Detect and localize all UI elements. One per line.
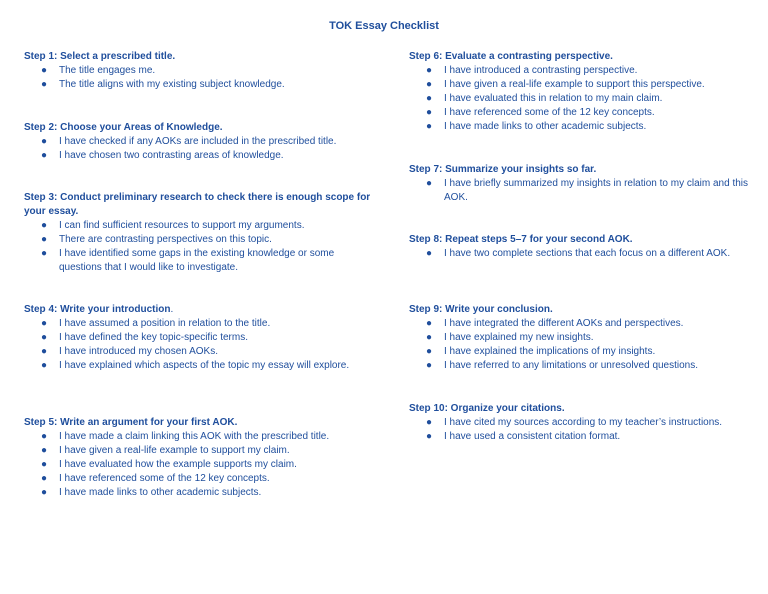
checklist-item-text: I have checked if any AOKs are included in the prescribed title. [59,136,337,147]
bullet-icon: ● [426,65,433,76]
checklist [24,64,376,92]
checklist-item-text: The title engages me. [59,65,156,76]
checklist-item [24,458,376,472]
bullet-icon: ● [426,332,433,343]
checklist-item [24,219,376,233]
checklist-item [409,106,754,120]
bullet-icon: ● [426,79,433,90]
step-heading-text: Step 5: Write an argument for your first AOK. [24,417,238,428]
checklist-item [409,416,754,430]
document-title: TOK Essay Checklist [329,20,439,32]
step-heading-text: Step 1: Select a prescribed title. [24,51,176,62]
step-4 [24,303,376,373]
checklist-item-text: I have made links to other academic subjects. [59,487,262,498]
checklist [24,430,376,500]
checklist-item-text: I have explained the implications of my insights. [444,346,656,357]
checklist-item-text: I have chosen two contrasting areas of knowledge. [59,150,284,161]
step-heading-text: Step 2: Choose your Areas of Knowledge. [24,122,223,133]
bullet-icon: ● [41,150,48,161]
checklist [409,247,754,261]
checklist-item-text: I have evaluated how the example supports my claim. [59,459,297,470]
checklist-item [409,64,754,78]
bullet-icon: ● [41,473,48,484]
checklist-item [24,135,376,149]
step-heading [24,303,376,317]
checklist-item [24,247,376,275]
checklist [409,64,754,134]
checklist-item [24,149,376,163]
checklist-item-text: I have integrated the different AOKs and perspectives. [444,318,684,329]
bullet-icon: ● [41,318,48,329]
checklist [24,317,376,373]
bullet-icon: ● [41,459,48,470]
step-heading-text: Step 9: Write your conclusion. [409,304,553,315]
checklist-item [24,486,376,500]
step-heading [24,121,376,135]
step-heading [409,303,754,317]
checklist-item-text: I have referenced some of the 12 key concepts. [59,473,270,484]
checklist-item-text: I can find sufficient resources to support my arguments. [59,220,305,231]
bullet-icon: ● [41,332,48,343]
step-7 [409,163,754,205]
bullet-icon: ● [41,65,48,76]
bullet-icon: ● [426,318,433,329]
checklist-item [24,430,376,444]
checklist-item [24,331,376,345]
checklist-item [24,233,376,247]
checklist-item-text: I have used a consistent citation format. [444,431,621,442]
checklist-item [409,120,754,134]
checklist-item-text: There are contrasting perspectives on this topic. [59,234,272,245]
checklist-item [24,472,376,486]
checklist-item [409,331,754,345]
checklist-item-text: I have defined the key topic-specific terms. [59,332,248,343]
step-heading-text: Step 4: Write your introduction [24,304,171,315]
checklist-item-text: I have evaluated this in relation to my main claim. [444,93,663,104]
bullet-icon: ● [41,79,48,90]
bullet-icon: ● [41,234,48,245]
checklist-item [409,92,754,106]
step-10 [409,402,754,444]
step-heading [24,416,376,430]
step-2 [24,121,376,163]
bullet-icon: ● [426,360,433,371]
checklist-item [24,359,376,373]
step-heading [409,50,754,64]
checklist-item [409,177,754,205]
step-heading-suffix: . [170,304,174,315]
checklist [24,219,376,275]
bullet-icon: ● [426,346,433,357]
step-heading-text: Step 8: Repeat steps 5–7 for your second AOK. [409,234,633,245]
step-heading [409,163,754,177]
step-6 [409,50,754,134]
bullet-icon: ● [41,360,48,371]
checklist [409,177,754,205]
checklist [409,416,754,444]
step-heading-text: Step 3: Conduct preliminary research to check there is enough scope for your essay. [24,192,371,217]
checklist-item-text: I have explained which aspects of the topic my essay will explore. [59,360,350,371]
checklist-item-text: I have identified some gaps in the existing knowledge or some questions that I would like to investigate. [59,248,335,273]
bullet-icon: ● [41,487,48,498]
bullet-icon: ● [41,220,48,231]
bullet-icon: ● [426,121,433,132]
bullet-icon: ● [426,431,433,442]
checklist-item-text: I have referenced some of the 12 key concepts. [444,107,655,118]
checklist-item [24,444,376,458]
checklist-item [409,345,754,359]
checklist-item-text: I have assumed a position in relation to the title. [59,318,271,329]
checklist-item-text: I have cited my sources according to my teacher’s instructions. [444,417,723,428]
bullet-icon: ● [41,431,48,442]
bullet-icon: ● [426,248,433,259]
checklist-item-text: I have two complete sections that each focus on a different AOK. [444,248,731,259]
checklist-item-text: I have explained my new insights. [444,332,594,343]
step-8 [409,233,754,261]
checklist-item-text: I have briefly summarized my insights in relation to my claim and this AOK. [444,178,749,203]
checklist-item [409,430,754,444]
checklist-item-text: I have referred to any limitations or unresolved questions. [444,360,699,371]
checklist-item [24,317,376,331]
step-heading-text: Step 7: Summarize your insights so far. [409,164,597,175]
checklist-item [409,317,754,331]
bullet-icon: ● [426,107,433,118]
step-heading [409,233,754,247]
step-3 [24,191,376,275]
step-5 [24,416,376,500]
checklist [409,317,754,373]
checklist-item-text: I have made a claim linking this AOK with the prescribed title. [59,431,330,442]
bullet-icon: ● [41,346,48,357]
step-heading [24,191,376,219]
checklist-item [24,78,376,92]
bullet-icon: ● [426,93,433,104]
checklist-item [409,247,754,261]
step-1 [24,50,376,92]
bullet-icon: ● [41,445,48,456]
step-heading [24,50,376,64]
checklist-item [409,359,754,373]
checklist-item [24,345,376,359]
bullet-icon: ● [41,248,48,259]
bullet-icon: ● [426,178,433,189]
step-heading-text: Step 10: Organize your citations. [409,403,565,414]
checklist-item [409,78,754,92]
checklist-item-text: I have given a real-life example to support this perspective. [444,79,705,90]
bullet-icon: ● [426,417,433,428]
step-heading-text: Step 6: Evaluate a contrasting perspective. [409,51,613,62]
checklist [24,135,376,163]
bullet-icon: ● [41,136,48,147]
checklist-item-text: I have made links to other academic subjects. [444,121,647,132]
checklist-item-text: I have given a real-life example to support my claim. [59,445,290,456]
step-9 [409,303,754,373]
checklist-item-text: I have introduced a contrasting perspective. [444,65,638,76]
checklist-item [24,64,376,78]
step-heading [409,402,754,416]
checklist-item-text: I have introduced my chosen AOKs. [59,346,218,357]
checklist-item-text: The title aligns with my existing subject knowledge. [59,79,285,90]
